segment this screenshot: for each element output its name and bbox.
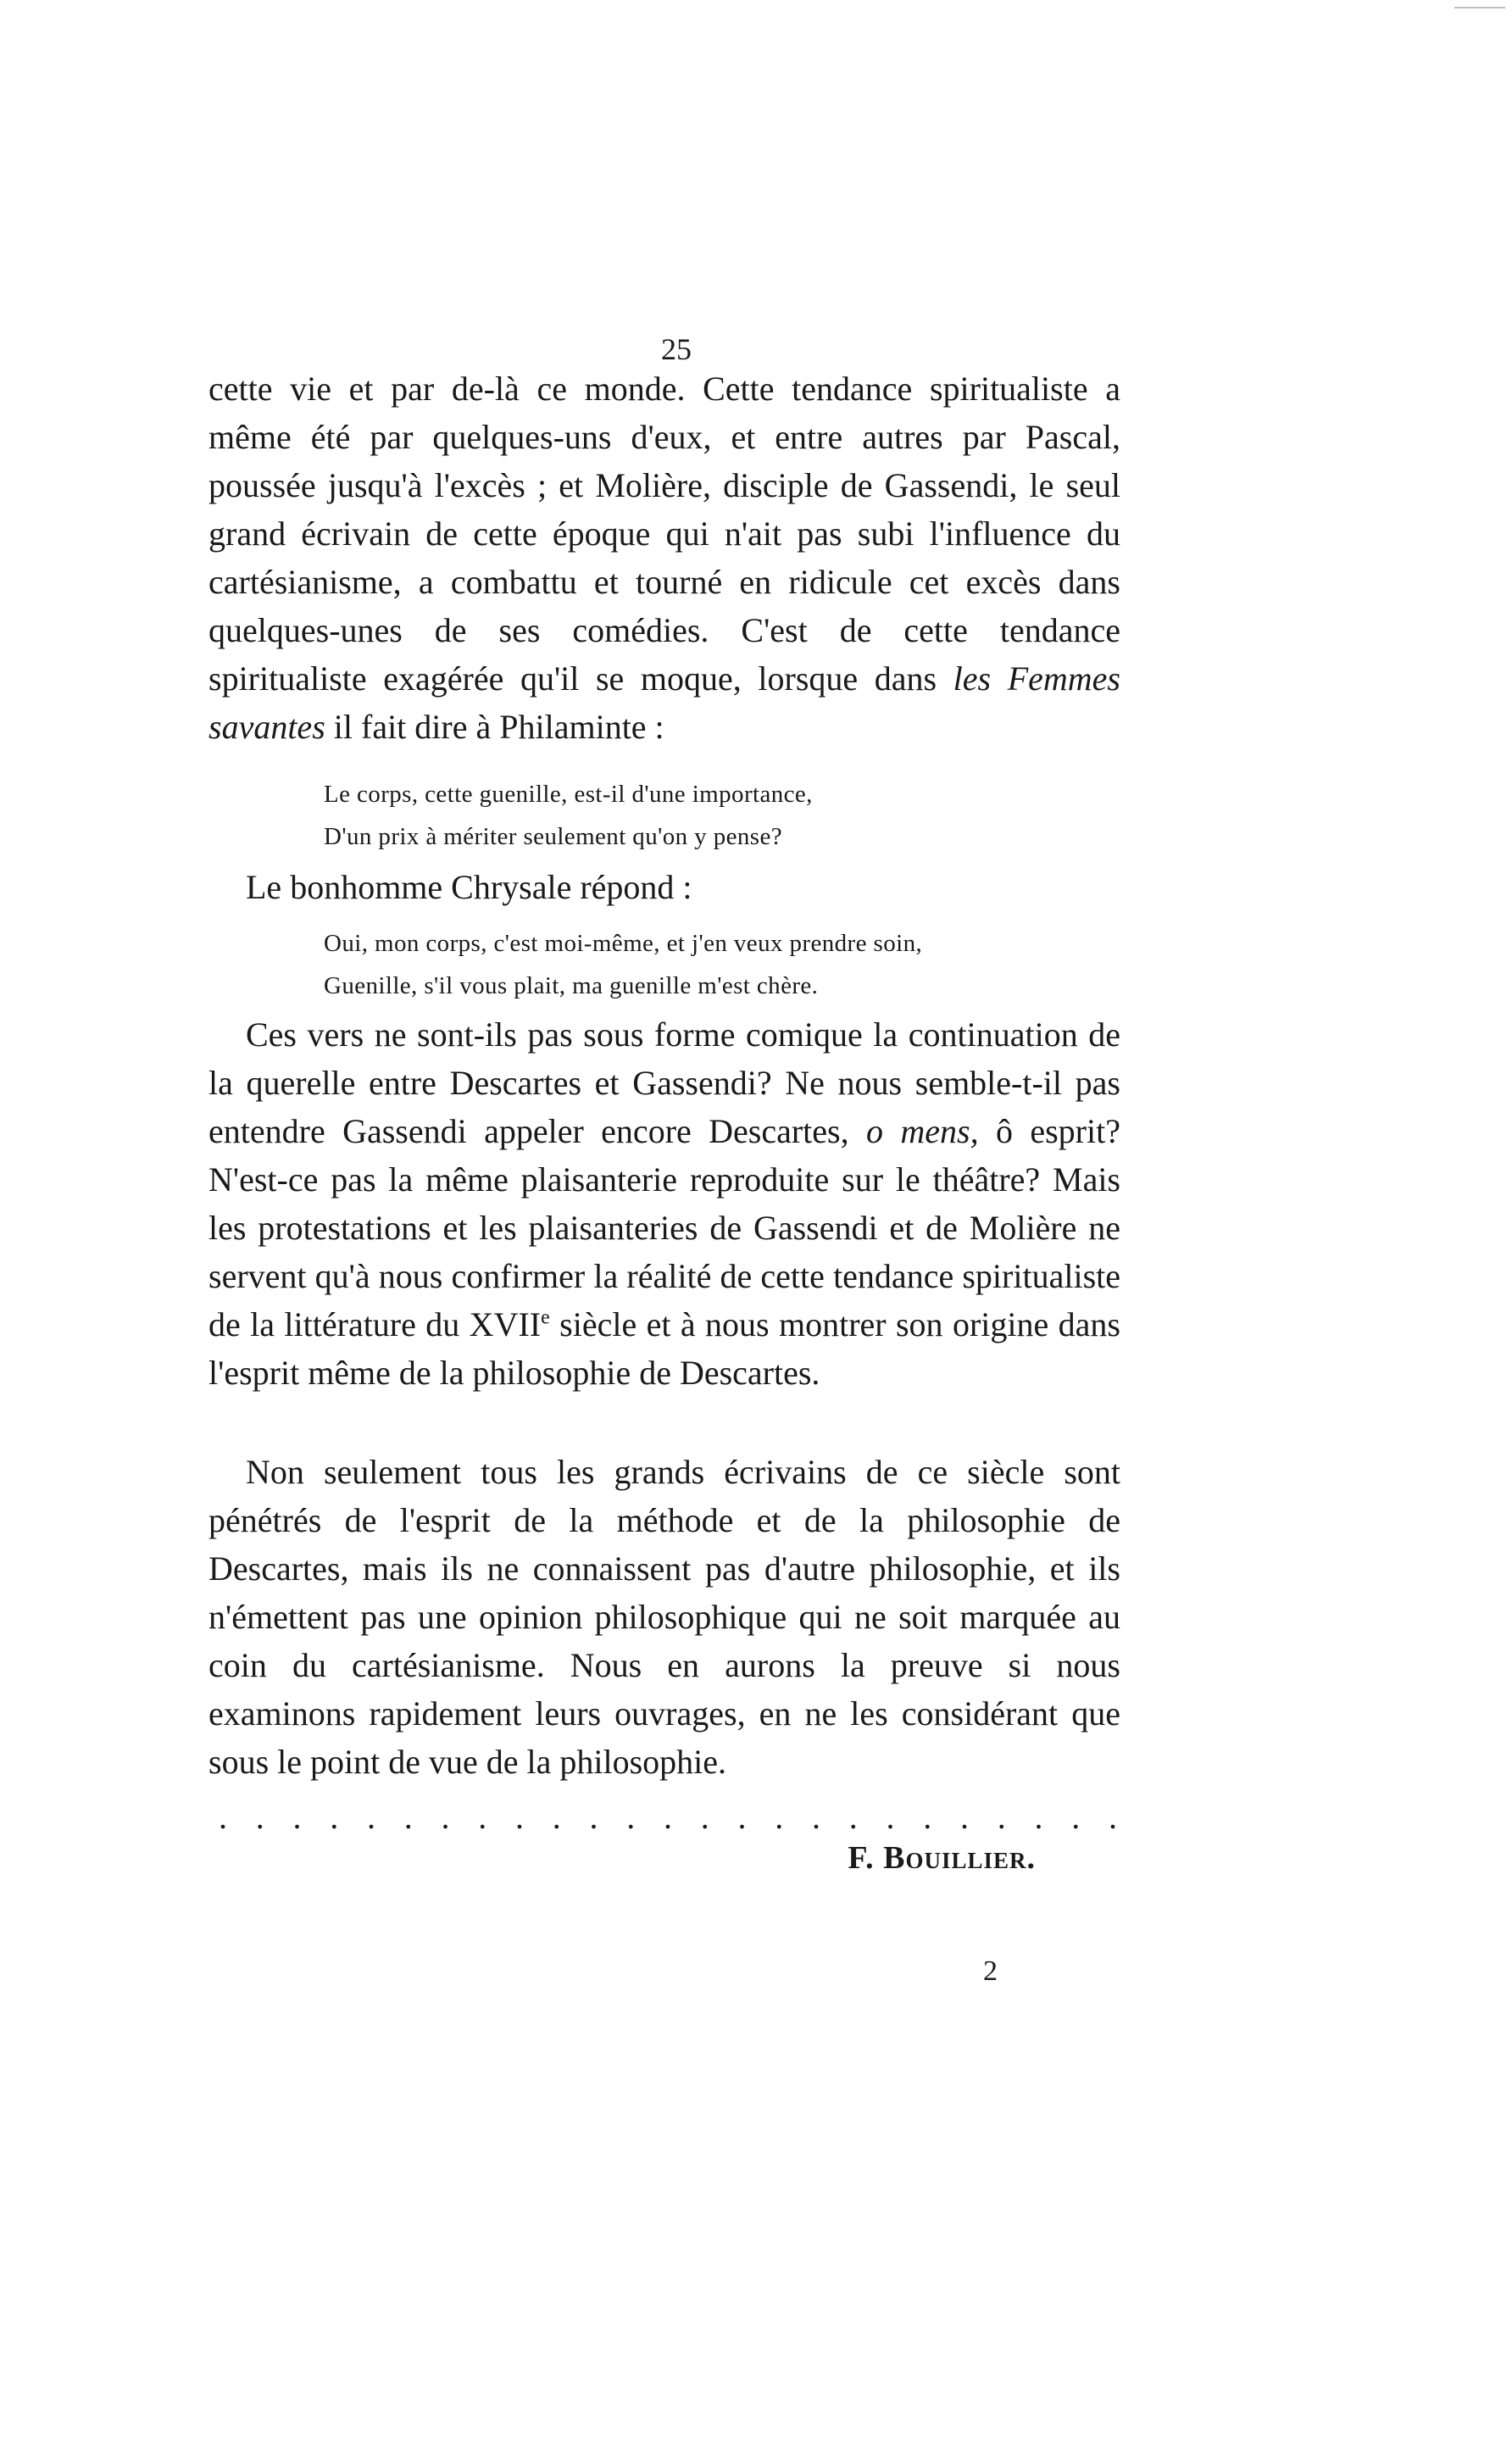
- verse-line: Le corps, cette guenille, est-il d'une importance,: [324, 781, 813, 808]
- dot: .: [923, 1798, 932, 1836]
- verse-quote-2: [324, 922, 1087, 1007]
- work-title: les Femmes savantes: [208, 659, 1120, 746]
- dot: .: [886, 1798, 895, 1836]
- paragraph-1: [208, 364, 1120, 751]
- paragraph-2-end: siècle et à nous montrer son origine dans l'esprit même de la philosophie de Descartes.: [208, 1305, 1120, 1392]
- verse-line: D'un prix à mériter seulement qu'on y pense?: [324, 823, 783, 850]
- latin-phrase: o mens,: [866, 1112, 979, 1150]
- dot: .: [330, 1798, 339, 1836]
- dot: .: [1071, 1798, 1081, 1836]
- dot: .: [664, 1798, 672, 1836]
- dot: .: [367, 1798, 375, 1836]
- paragraph-2: [208, 1010, 1120, 1397]
- sheet-number: 2: [983, 1955, 998, 1987]
- paragraph-2-text: Ces vers ne sont-ils pas sous forme comique la continuation de la querelle entre Descartes et Gassendi? Ne nous semble-t-il pas entendre Gassendi appeler encore Descartes,: [208, 1015, 1120, 1150]
- page-number: 25: [661, 332, 692, 366]
- verse-quote-1: [324, 773, 1087, 858]
- paragraph-1-text: cette vie et par de-là ce monde. Cette tendance spiritualiste a même été par quelques-uns d'eux, et entre autres par Pascal, poussée jusqu'à l'excès ; et Molière, disciple de Gassendi, le seul grand écrivain de cette époque qui n'ait pas subi l'influence du cartésianisme, a combattu et tourné en ridicule cet excès dans quelques-unes de ses comédies. C'est de cette tendance spiritualiste exagérée qu'il se moque, lorsque dans: [208, 370, 1120, 698]
- dot: .: [219, 1798, 227, 1836]
- dot: .: [1034, 1798, 1043, 1836]
- dot: .: [1109, 1798, 1117, 1836]
- dot: .: [626, 1798, 636, 1836]
- dot: .: [737, 1798, 747, 1836]
- dot: .: [292, 1798, 302, 1836]
- dot: .: [478, 1798, 487, 1836]
- author-signature: F. Bouillier.: [848, 1840, 1036, 1876]
- dot: .: [700, 1798, 709, 1836]
- dot: .: [997, 1798, 1006, 1836]
- century-superscript: e: [541, 1306, 550, 1329]
- verse-line: Guenille, s'il vous plait, ma guenille m'est chère.: [324, 972, 819, 999]
- paragraph-1-end: il fait dire à Philaminte :: [325, 708, 664, 746]
- dot: .: [441, 1798, 450, 1836]
- dot: .: [589, 1798, 598, 1836]
- chrysale-intro: Le bonhomme Chrysale répond :: [246, 868, 692, 906]
- dot: .: [775, 1798, 784, 1836]
- dotted-separator: [219, 1800, 1117, 1834]
- dot: .: [960, 1798, 969, 1836]
- paragraph-3: [208, 1448, 1120, 1786]
- verse-line: Oui, mon corps, c'est moi-même, et j'en veux prendre soin,: [324, 930, 923, 957]
- dot: .: [552, 1798, 561, 1836]
- paragraph-2-text-cont: ô esprit? N'est-ce pas la même plaisanterie reproduite sur le théâtre? Mais les protestations et les plaisanteries de Gassendi et de Molière ne servent qu'à nous confirmer la réalité de cette tendance spiritualiste de la littérature du XVII: [208, 1112, 1120, 1343]
- dot: .: [515, 1798, 524, 1836]
- dot: .: [848, 1798, 858, 1836]
- dot: .: [812, 1798, 820, 1836]
- scan-mark: [1454, 7, 1505, 8]
- dot: .: [255, 1798, 264, 1836]
- dot: .: [403, 1798, 413, 1836]
- paragraph-3-text: Non seulement tous les grands écrivains de ce siècle sont pénétrés de l'esprit de la méthode et de la philosophie de Descartes, mais ils ne connaissent pas d'autre philosophie, et ils n'émettent pas une opinion philosophique qui ne soit marquée au coin du cartésianisme. Nous en aurons la preuve si nous examinons rapidement leurs ouvrages, en ne les considérant que sous le point de vue de la philosophie.: [208, 1453, 1120, 1781]
